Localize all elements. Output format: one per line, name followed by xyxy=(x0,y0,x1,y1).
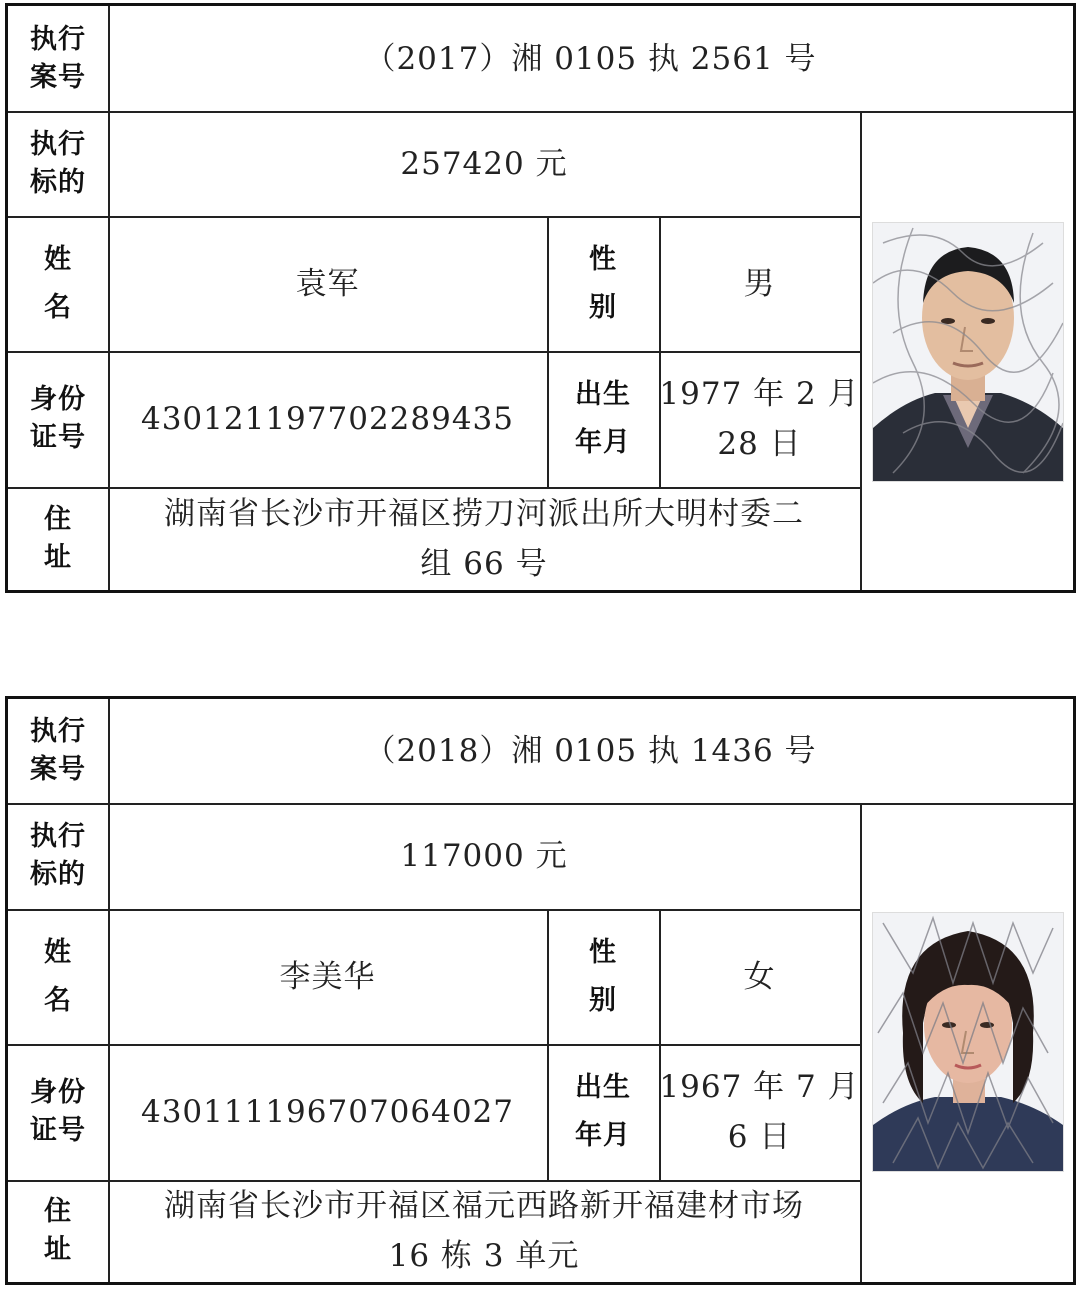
address-value: 湖南省长沙市开福区福元西路新开福建材市场 16 栋 3 单元 xyxy=(164,1188,804,1274)
case-number-value: （2018）湘 0105 执 1436 号 xyxy=(364,733,817,769)
debtor-record-1 xyxy=(5,3,1076,593)
amount-label: 执行 标的 xyxy=(30,821,86,890)
id-number-value: 430121197702289435 xyxy=(140,401,515,437)
birth-label: 出生 年月 xyxy=(575,379,631,458)
address-value: 湖南省长沙市开福区捞刀河派出所大明村委二 组 66 号 xyxy=(164,495,804,582)
id-number-label: 身份 证号 xyxy=(30,384,86,453)
debtor-photo xyxy=(872,222,1064,482)
column-divider xyxy=(860,803,862,1282)
birth-label: 出生 年月 xyxy=(575,1072,631,1151)
amount-value: 257420 元 xyxy=(400,145,568,182)
gender-value: 男 xyxy=(743,265,776,302)
gender-label: 性 别 xyxy=(589,936,617,1016)
birth-value: 1977 年 2 月 28 日 xyxy=(659,376,860,462)
debtor-record-2 xyxy=(5,696,1076,1285)
gender-value: 女 xyxy=(743,958,776,995)
id-number-value: 430111196707064027 xyxy=(140,1094,515,1130)
gender-label: 性 别 xyxy=(589,243,617,323)
amount-value: 117000 元 xyxy=(400,838,568,874)
portrait-image xyxy=(873,913,1063,1171)
case-number-label: 执行 案号 xyxy=(30,23,86,93)
portrait-image xyxy=(873,223,1063,481)
id-number-label: 身份 证号 xyxy=(30,1077,86,1146)
amount-label: 执行 标的 xyxy=(30,128,86,198)
name-value: 袁军 xyxy=(295,265,360,302)
debtor-photo xyxy=(872,912,1064,1172)
name-label: 姓 名 xyxy=(44,243,72,323)
name-value: 李美华 xyxy=(279,958,376,995)
column-divider xyxy=(860,111,862,590)
birth-value: 1967 年 7 月 6 日 xyxy=(659,1069,860,1155)
address-label: 住 址 xyxy=(44,1196,72,1265)
address-label: 住 址 xyxy=(44,503,72,573)
name-label: 姓 名 xyxy=(44,936,72,1016)
case-number-label: 执行 案号 xyxy=(30,716,86,785)
case-number-value: （2017）湘 0105 执 2561 号 xyxy=(364,40,817,77)
